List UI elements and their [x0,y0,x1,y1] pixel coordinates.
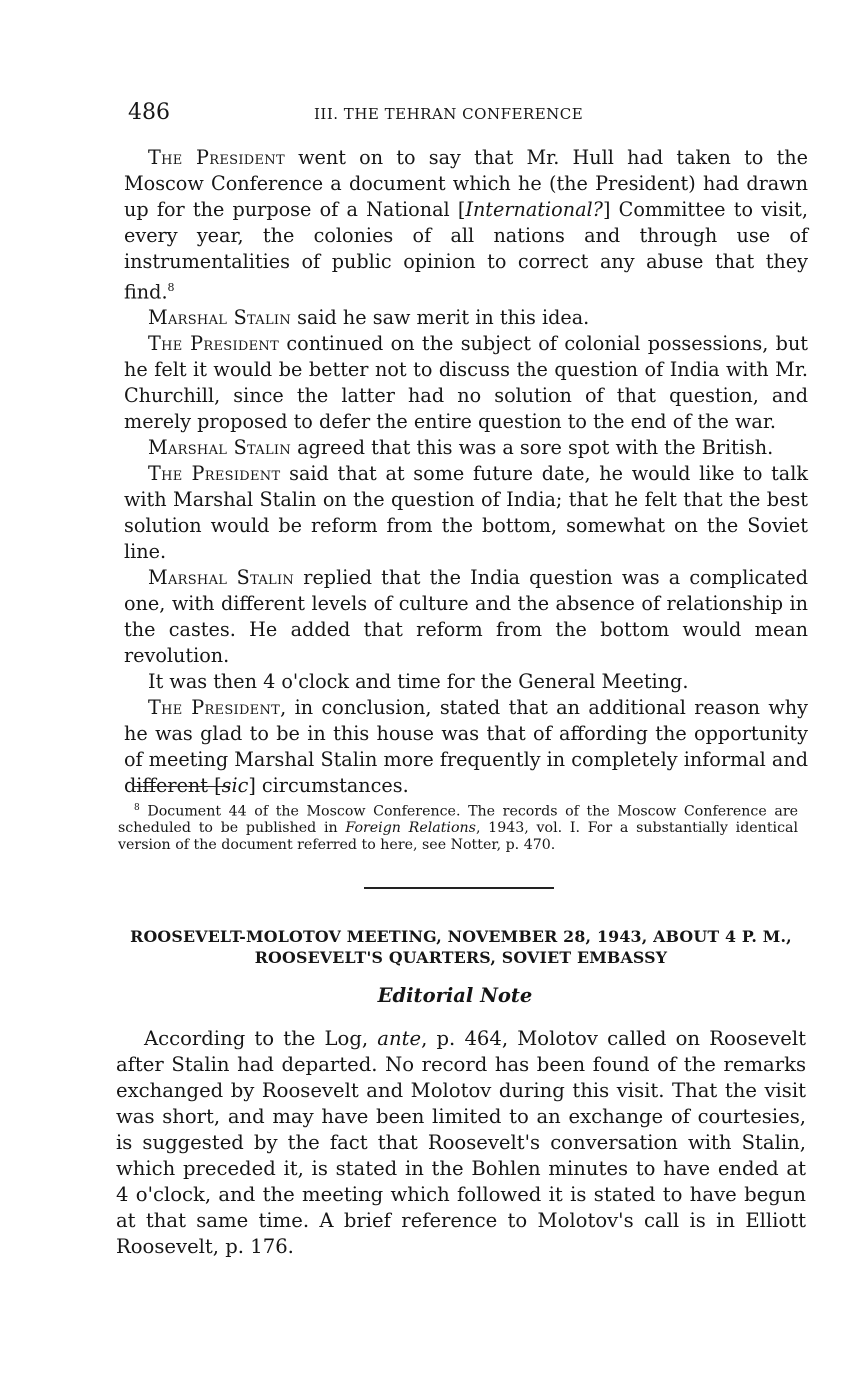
speaker-name: Marshal Stalin [148,436,292,460]
footnote-ref: 8 [167,281,175,294]
page-header [128,100,808,130]
italic-term: Foreign Relations [345,820,476,837]
editorial-note-heading: Editorial Note [377,984,533,1007]
running-head: III. THE TEHRAN CONFERENCE [314,105,584,123]
section-title: ROOSEVELT-MOLOTOV MEETING, NOVEMBER 28, 1943, ABOUT 4 P. M., ROOSEVELT'S QUARTERS, SOVIET EMBASSY [130,927,792,967]
paragraph: Marshal Stalin replied that the India question was a complicated one, with different levels of culture and the absence of relationship in the castes. He added that reform from the bottom would mean revolution. [124,566,809,668]
speaker-name: Marshal Stalin [148,306,292,330]
speaker-name: The President [148,332,280,356]
speaker-name: The President [148,146,285,169]
paragraph: It was then 4 o'clock and time for the General Meeting. [148,670,689,694]
paragraph: The President, in conclusion, stated that an additional reason why he was glad to be in this house was that of affording the opportunity of meeting Marshal Stalin more frequently in completely informal and different [sic] circumstances. [124,696,809,798]
paragraph: Marshal Stalin said he saw merit in this idea. [148,306,590,330]
italic-term: sic [221,774,249,798]
italic-term: International? [465,198,603,221]
paragraph: The President continued on the subject of colonial possessions, but he felt it would be better not to discuss the question of India with Mr. Churchill, since the latter had no solution of that question, and merely proposed to defer the entire question to the end of the war. [124,332,809,434]
section-separator [364,887,554,889]
editorial-note-text: According to the Log, ante, p. 464, Molotov called on Roosevelt after Stalin had departed. No record has been found of the remarks exchanged by Roosevelt and Molotov during this visit. That the visit was short, and may have been limited to an exchange of courtesies, is suggested by the fact that Roosevelt's conversation with Stalin, which preceded it, is stated in the Bohlen minutes to have ended at 4 o'clock, and the meeting which followed it is stated to have begun at that same time. A brief reference to Molotov's call is in Elliott Roosevelt, p. 176. [116,1027,806,1258]
speaker-name: The President [148,462,281,486]
paragraph: The President went on to say that Mr. Hull had taken to the Moscow Conference a document which he (the President) had drawn up for the purpose of a National [International?] Committee to visit, every year, the colonies of all nations and through use of instrumentalities of public opinion to correct any abuse that they find.$^8$ [124,146,808,304]
speaker-name: Marshal Stalin [148,566,295,590]
italic-term: ante [377,1027,422,1050]
paragraph: Marshal Stalin agreed that this was a sore spot with the British. [148,436,774,460]
footnote: $^8$ Document 44 of the Moscow Conference. The records of the Moscow Conference are scheduled to be published in Foreign Relations, 1943, vol. I. For a substantially identical version of the document referred to here, see Notter, p. 470. [118,803,799,853]
page-number: 486 [128,100,170,125]
body-text [124,145,808,799]
speaker-name: The President [148,696,281,720]
footnote-marker: 8 [134,803,140,813]
footnote-rule [134,786,230,787]
paragraph: The President said that at some future date, he would like to talk with Marshal Stalin on the question of India; that he felt that the best solution would be reform from the bottom, somewhat on the Soviet line. [124,462,809,564]
